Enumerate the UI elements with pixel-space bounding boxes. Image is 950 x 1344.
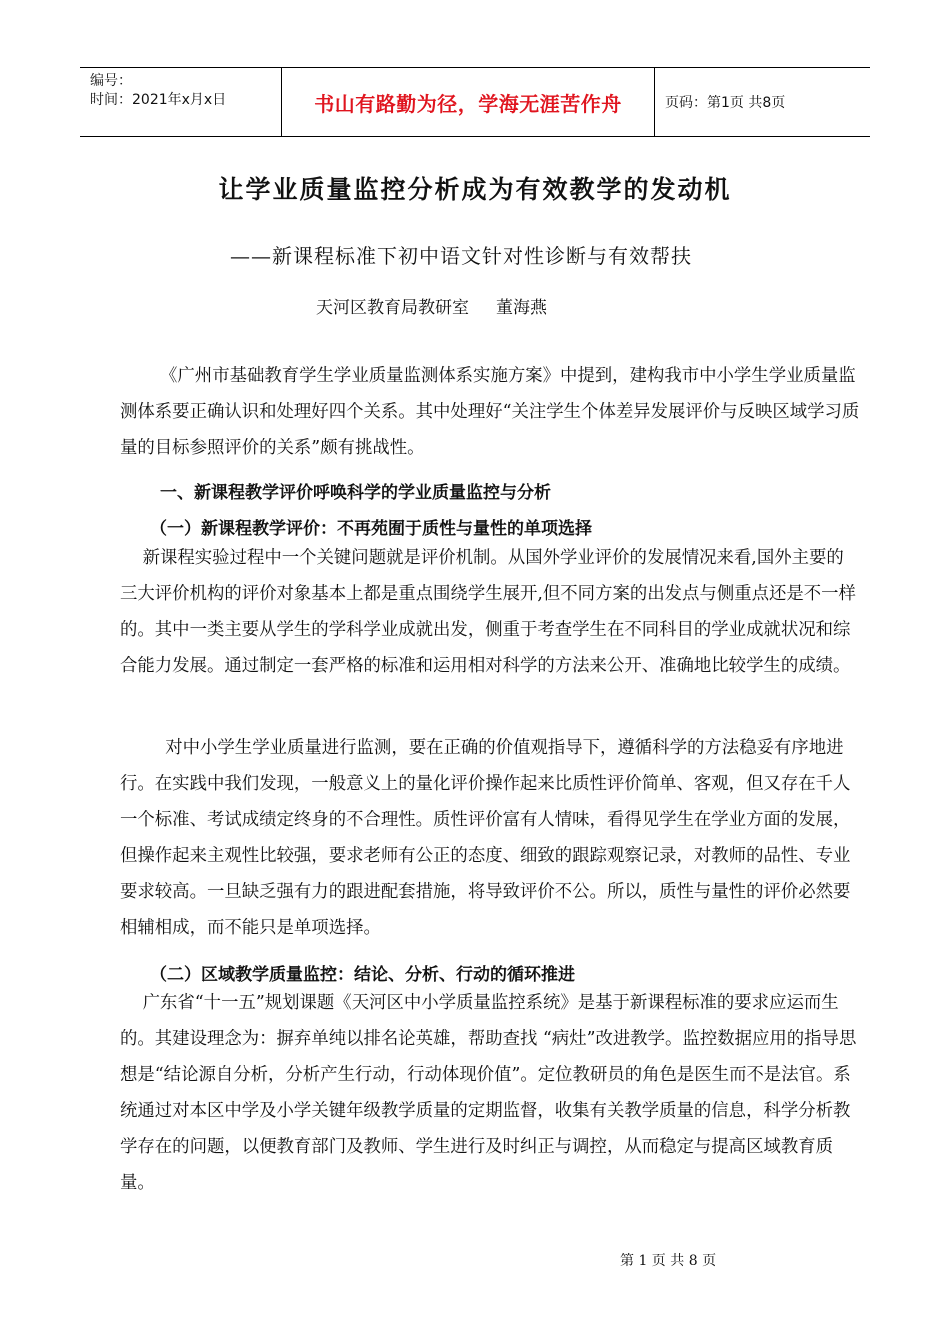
paragraph-1 <box>120 540 860 684</box>
section1-heading: 一、新课程教学评价呼唤科学的学业质量监控与分析 <box>160 483 551 503</box>
number-label: 编号： <box>90 73 132 89</box>
intro-paragraph <box>120 358 860 466</box>
document-subtitle: ——新课程标准下初中语文针对性诊断与有效帮扶 <box>230 244 692 268</box>
intro-text: 《广州市基础教育学生学业质量监测体系实施方案》中提到，建构我市中小学生学业质量监测体系要正确认识和处理好四个关系。其中处理好“关注学生个体差异发展评价与反映区域学习质量的目标参照评价的关系”颇有挑战性。 <box>120 366 860 458</box>
sub1-heading: （一）新课程教学评价：不再苑囿于质性与量性的单项选择 <box>150 519 592 539</box>
header-meta <box>80 68 281 136</box>
sub2-heading: （二）区域教学质量监控：结论、分析、行动的循环推进 <box>150 965 575 985</box>
document-title: 让学业质量监控分析成为有效教学的发动机 <box>218 175 732 204</box>
header-page-info: 页码：第1页 共8页 <box>665 95 786 111</box>
document-author: 天河区教育局教研室 董海燕 <box>316 298 548 318</box>
paragraph-2 <box>120 730 860 946</box>
paragraph-2-text: 对中小学生学业质量进行监测，要在正确的价值观指导下，遵循科学的方法稳妥有序地进行。在实践中我们发现，一般意义上的量化评价操作起来比质性评价简单、客观，但又存在千人一个标准、考试成绩定终身的不合理性。质性评价富有人情味，看得见学生在学业方面的发展，但操作起来主观性比较强，要求老师有公正的态度、细致的跟踪观察记录，对教师的品性、专业要求较高。一旦缺乏强有力的跟进配套措施，将导致评价不公。所以，质性与量性的评价必然要相辅相成，而不能只是单项选择。 <box>120 738 851 938</box>
paragraph-3-text: 广东省“十一五”规划课题《天河区中小学质量监控系统》是基于新课程标准的要求应运而生的。其建设理念为：摒弃单纯以排名论英雄，帮助查找 “病灶”改进教学。监控数据应用的指导思想是“结论源自分析，分析产生行动，行动体现价值”。定位教研员的角色是医生而不是法官。系统通过对本区中学及小学关键年级教学质量的定期监督，收集有关教学质量的信息，科学分析教学存在的问题，以便教育部门及教师、学生进行及时纠正与调控，从而稳定与提高区域教育质量。 <box>120 993 857 1193</box>
page-footer: 第 1 页 共 8 页 <box>620 1253 717 1269</box>
header-motto: 书山有路勤为径，学海无涯苦作舟 <box>281 68 655 136</box>
paragraph-1-text: 新课程实验过程中一个关键问题就是评价机制。从国外学业评价的发展情况来看,国外主要的三大评价机构的评价对象基本上都是重点围绕学生展开,但不同方案的出发点与侧重点还是不一样的。其中一类主要从学生的学科学业成就出发，侧重于考查学生在不同科目的学业成就状况和综合能力发展。通过制定一套严格的标准和运用相对科学的方法来公开、准确地比较学生的成绩。 <box>120 548 856 676</box>
header-table <box>80 67 870 137</box>
time-label: 时间：2021年x月x日 <box>90 92 227 108</box>
paragraph-3 <box>120 985 860 1201</box>
